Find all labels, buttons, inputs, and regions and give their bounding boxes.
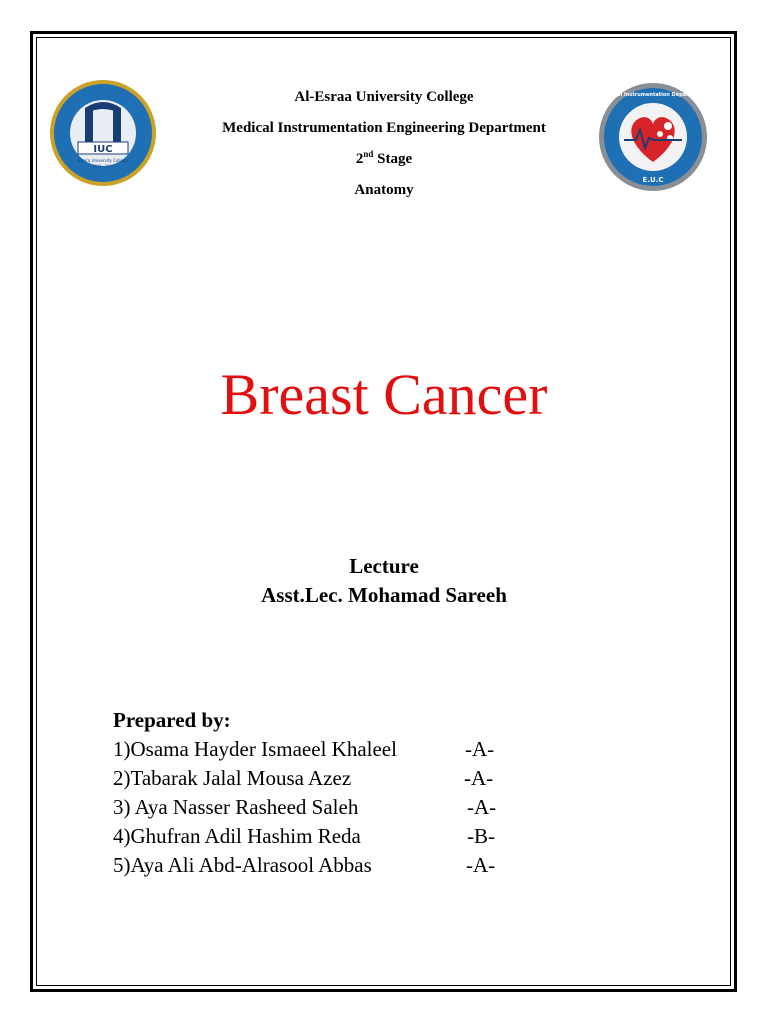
- subject-name: Anatomy: [354, 182, 414, 198]
- member-name: 1)Osama Hayder Ismaeel Khaleel: [113, 737, 397, 761]
- university-name: Al-Esraa University College: [294, 89, 474, 105]
- document-header: [0, 87, 768, 211]
- lecturer-name: Asst.Lec. Mohamad Sareeh: [261, 583, 507, 607]
- member-name: 4)Ghufran Adil Hashim Reda: [113, 824, 361, 848]
- document-title: Breast Cancer: [220, 362, 548, 427]
- member-group: -A-: [465, 737, 495, 761]
- member-group: -A-: [466, 853, 496, 877]
- lecture-block: [0, 552, 768, 610]
- member-row: [113, 822, 495, 851]
- university-seal-text: IUC: [93, 144, 113, 155]
- department-name: Medical Instrumentation Engineering Department: [222, 120, 546, 136]
- stage-word: Stage: [377, 151, 413, 167]
- stage-suffix: nd: [363, 149, 374, 159]
- prepared-by-block: [113, 705, 497, 880]
- member-group: -A-: [467, 795, 497, 819]
- member-row: [113, 851, 496, 880]
- member-group: -A-: [464, 766, 494, 790]
- member-row: [113, 735, 495, 764]
- department-seal-caption: E.U.C: [642, 176, 664, 184]
- member-row: [113, 793, 497, 822]
- stage-number: 2: [355, 151, 364, 167]
- university-seal-years: ~ 2018 - 2015 ~: [88, 164, 118, 168]
- stage-line: [0, 149, 768, 180]
- member-name: 2)Tabarak Jalal Mousa Azez: [113, 766, 352, 790]
- member-name: 5)Aya Ali Abd-Alrasool Abbas: [113, 853, 372, 877]
- member-row: [113, 764, 494, 793]
- lecture-label: Lecture: [349, 554, 419, 578]
- member-name: 3) Aya Nasser Rasheed Saleh: [113, 795, 359, 819]
- prepared-by-heading: Prepared by:: [113, 708, 231, 732]
- university-seal-caption: Esra'a University College: [78, 158, 128, 163]
- member-group: -B-: [467, 824, 495, 848]
- department-seal-text: Medical Instrumentation Department: [600, 92, 706, 98]
